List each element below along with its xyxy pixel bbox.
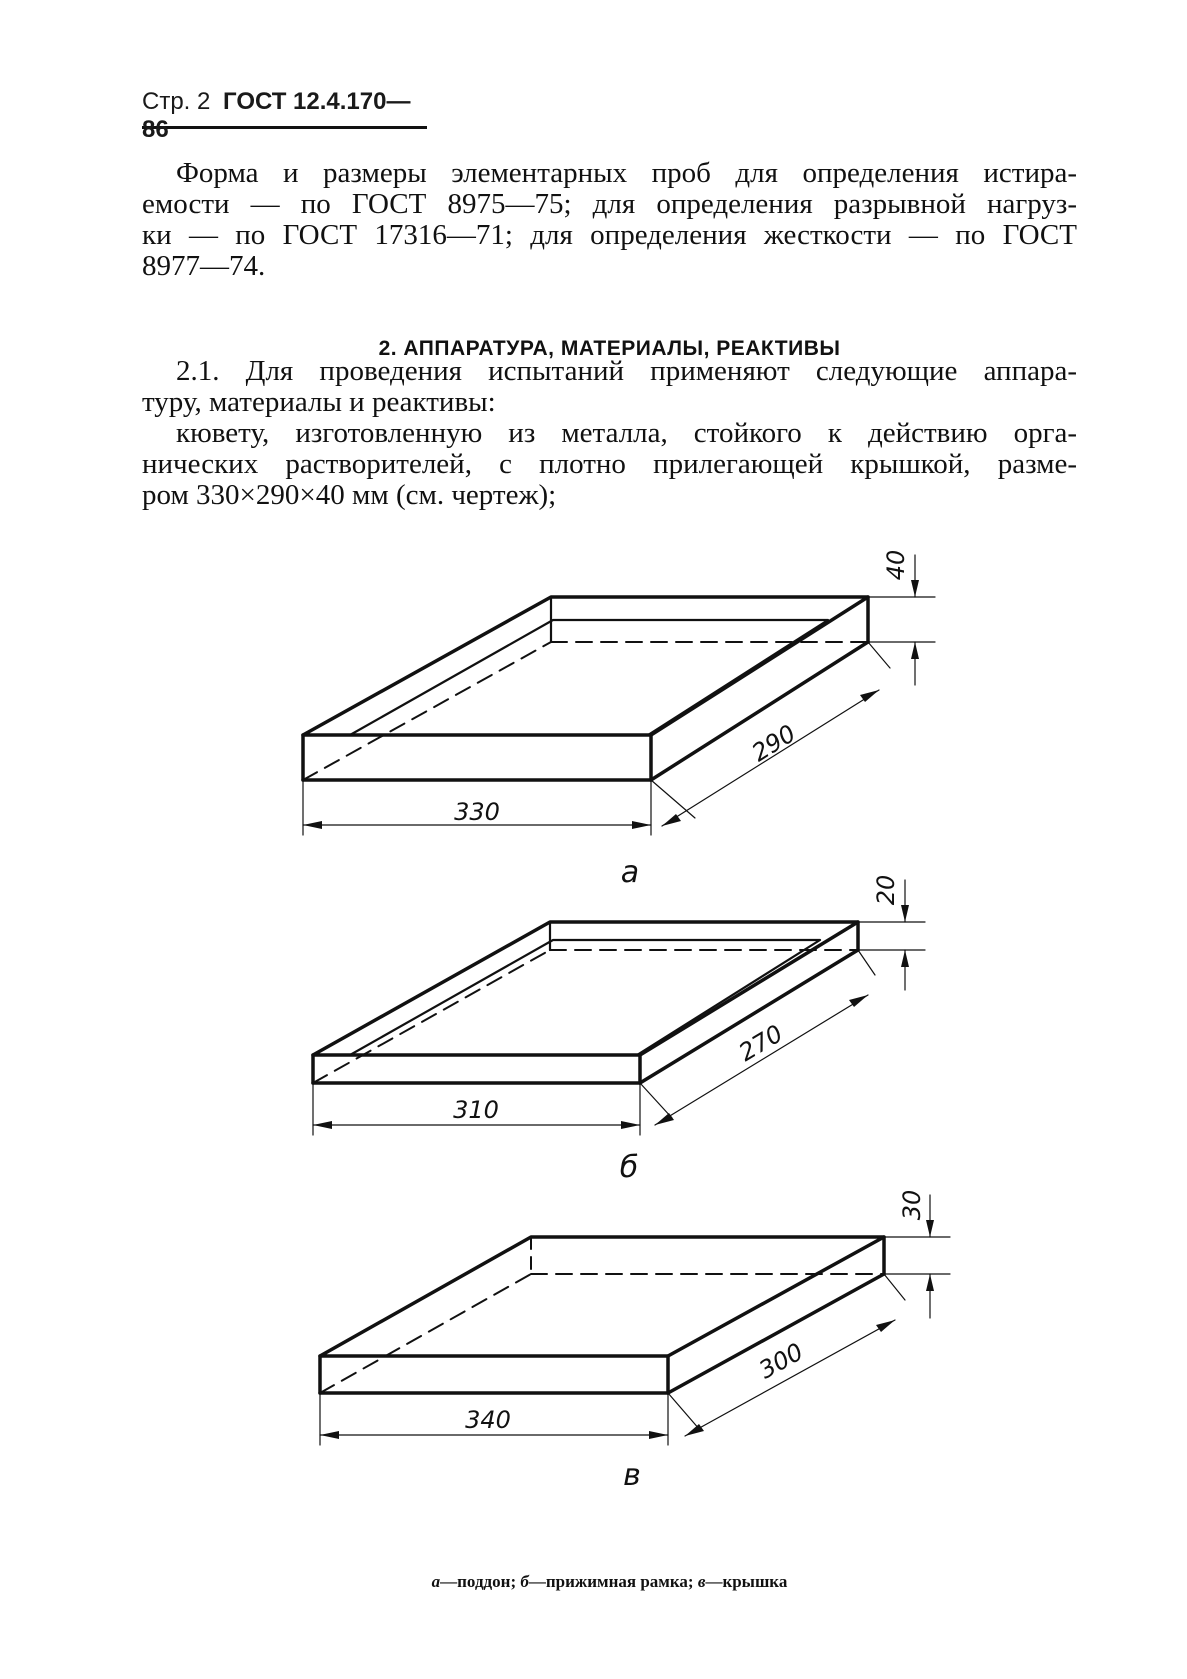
dim-v-width: 300 (754, 1337, 808, 1385)
figure-v-lid (320, 1195, 950, 1445)
figure-b-frame (313, 880, 925, 1135)
label-v: в (623, 1458, 641, 1493)
intro-line: Форма и размеры элементарных проб для определения истира- (176, 157, 1077, 189)
section-line: 2.1. Для проведения испытаний применяют следующие аппара- (176, 355, 1077, 387)
caption-a-letter: а (431, 1572, 441, 1591)
dim-v-length: 340 (465, 1406, 511, 1434)
caption-b-text: —прижимная рамка; (528, 1572, 698, 1591)
label-a: а (620, 855, 640, 890)
dim-b-width: 270 (734, 1019, 788, 1067)
figure-caption (142, 1572, 1077, 1592)
dim-a-length: 330 (454, 798, 500, 826)
standard-number: ГОСТ 12.4.170—86 (142, 88, 411, 143)
caption-v-text: —крышка (705, 1572, 788, 1591)
intro-line: 8977—74. (142, 250, 266, 282)
lid-top-face (320, 1237, 884, 1356)
intro-line: ки — по ГОСТ 17316—71; для определения жесткости — по ГОСТ (142, 219, 1077, 251)
dim-b-height: 20 (872, 874, 900, 906)
dim-a-height: 40 (882, 549, 910, 581)
section-line: нических растворителей, с плотно прилегающей крышкой, разме- (142, 448, 1077, 480)
intro-line: емости — по ГОСТ 8975—75; для определения разрывной нагруз- (142, 188, 1077, 220)
dim-a-width: 290 (746, 719, 801, 768)
section-line: туру, материалы и реактивы: (142, 386, 496, 418)
page-number: Стр. 2 (142, 88, 211, 115)
label-b: б (619, 1150, 639, 1185)
section-line: кювету, изготовленную из металла, стойкого к действию орга- (176, 417, 1077, 449)
caption-b-letter: б (520, 1572, 529, 1591)
section-heading: 2. АППАРАТУРА, МАТЕРИАЛЫ, РЕАКТИВЫ (378, 337, 841, 360)
caption-v-letter: в (697, 1572, 706, 1591)
dim-v-height: 30 (898, 1189, 926, 1221)
figure-a-tray (303, 555, 935, 835)
dim-b-length: 310 (453, 1096, 499, 1124)
section-line: ром 330×290×40 мм (см. чертеж); (142, 479, 557, 511)
caption-a-text: —поддон; (440, 1572, 521, 1591)
